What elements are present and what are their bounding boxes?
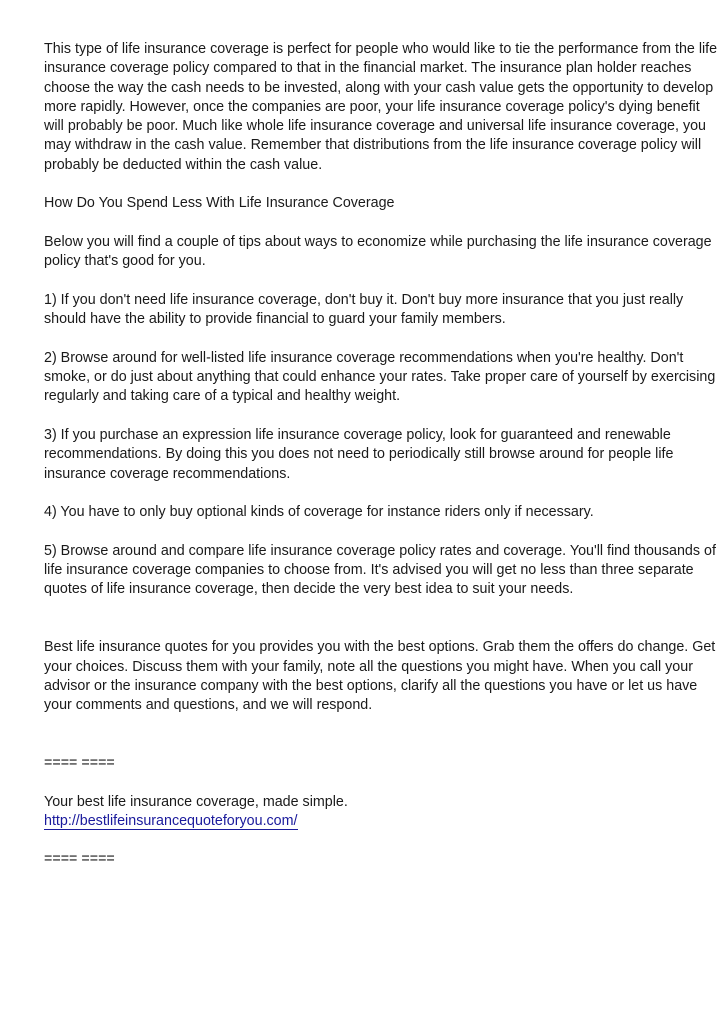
footer-link-line [44, 812, 720, 831]
separator-bottom: ==== ==== [44, 851, 115, 868]
tip-3: 3) If you purchase an expression life insurance coverage policy, look for guaranteed and renewable recommendations. By doing this you does not need to periodically still browse around for people life insurance coverage recommendations. [44, 426, 674, 482]
paragraph-intro: Below you will find a couple of tips about ways to economize while purchasing the life insurance coverage policy that's good for you. [44, 233, 712, 270]
website-link[interactable]: http://bestlifeinsurancequoteforyou.com/ [44, 812, 298, 829]
tip-1: 1) If you don't need life insurance coverage, don't buy it. Don't buy more insurance that you just really should have the ability to provide financial to guard your family members. [44, 291, 684, 328]
spacer [44, 735, 720, 754]
separator-top: ==== ==== [44, 754, 115, 771]
footer-tagline: Your best life insurance coverage, made simple. [44, 793, 348, 810]
paragraph-closing: Best life insurance quotes for you provides you with the best options. Grab them the offers do change. Get your choices. Discuss them with your family, note all the questions you might have. When you call your advisor or the insurance company with the best options, clarify all the questions you have or let us have your comments and questions, and we will respond. [44, 639, 716, 714]
spacer [44, 619, 720, 638]
document-page [44, 40, 720, 889]
tip-5: 5) Browse around and compare life insurance coverage policy rates and coverage. You'll find thousands of life insurance coverage companies to choose from. It's advised you will get no less than three separate quotes of life insurance coverage, then decide the very best idea to suit your needs. [44, 542, 716, 598]
paragraph-variable-life: This type of life insurance coverage is perfect for people who would like to tie the performance from the life insurance coverage policy compared to that in the financial market. The insurance plan holder reaches choose the way the cash needs to be invested, along with your cash value gets the opportunity to develop more rapidly. However, once the companies are poor, your life insurance coverage policy's dying benefit will probably be poor. Much like whole life insurance coverage and universal life insurance coverage, you may withdraw in the cash value. Remember that distributions from the life insurance coverage policy will probably be deducted within the cash value. [44, 41, 718, 173]
tip-2: 2) Browse around for well-listed life insurance coverage recommendations when you're healthy. Don't smoke, or do just about anything that could enhance your rates. Take proper care of yourself by exercising regularly and taking care of a typical and healthy weight. [44, 349, 716, 405]
tip-4: 4) You have to only buy optional kinds of coverage for instance riders only if necessary. [44, 504, 594, 521]
section-heading: How Do You Spend Less With Life Insurance Coverage [44, 195, 395, 212]
